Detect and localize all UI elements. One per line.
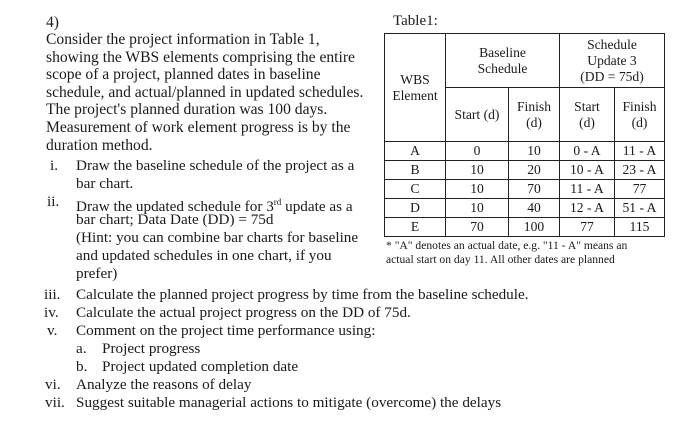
wbs-header: WBS Element (385, 34, 446, 142)
finish-cell: 40 (509, 199, 560, 218)
start-cell: 0 (446, 142, 509, 161)
question-body (46, 31, 363, 154)
baseline-header: Baseline Schedule (446, 34, 560, 88)
wbs-cell: D (385, 199, 446, 218)
item-marker: iv. (44, 304, 59, 321)
item-line: Suggest suitable managerial actions to mitigate (overcome) the delays (76, 394, 502, 411)
start-cell: 70 (446, 218, 509, 237)
item-marker: a. (76, 340, 87, 357)
item-line: bar chart. (76, 175, 134, 192)
finish-header: Finish (d) (509, 88, 560, 142)
schedule-table (384, 33, 665, 237)
start-cell: 10 (446, 161, 509, 180)
update-start-header: Start (d) (560, 88, 615, 142)
wbs-cell: A (385, 142, 446, 161)
start-cell: 10 (446, 180, 509, 199)
wbs-cell: B (385, 161, 446, 180)
update-finish-cell: 77 (615, 180, 665, 199)
item-marker: iii. (44, 286, 61, 303)
wbs-cell: E (385, 218, 446, 237)
update-finish-cell: 11 - A (615, 142, 665, 161)
update-start-cell: 12 - A (560, 199, 615, 218)
start-header: Start (d) (446, 88, 509, 142)
item-marker: b. (76, 358, 88, 375)
item-line: Comment on the project time performance using: (76, 322, 376, 339)
start-cell: 10 (446, 199, 509, 218)
item-line: Calculate the planned project progress by time from the baseline schedule. (76, 286, 529, 303)
table-row (385, 199, 665, 218)
item-line: Project progress (102, 340, 201, 357)
item-marker: vii. (45, 394, 65, 411)
finish-cell: 70 (509, 180, 560, 199)
update-start-cell: 77 (560, 218, 615, 237)
note-line: * "A" denotes an actual date, e.g. "11 - A" means an (386, 239, 628, 252)
item-line: prefer) (76, 265, 118, 282)
item-line: Calculate the actual project progress on the DD of 75d. (76, 304, 411, 321)
item-line: Draw the updated schedule for 3rd update as a (76, 197, 353, 216)
item-marker: vi. (45, 376, 61, 393)
item-marker: ii. (47, 193, 60, 210)
body-line: Measurement of work element progress is by the (46, 118, 351, 136)
table-caption: Table1: (393, 13, 438, 29)
update-start-cell: 11 - A (560, 180, 615, 199)
update-start-cell: 10 - A (560, 161, 615, 180)
item-line: Analyze the reasons of delay (76, 376, 252, 393)
question-number: 4) (46, 14, 59, 31)
table-note (386, 239, 627, 267)
table-row (385, 218, 665, 237)
update-finish-cell: 115 (615, 218, 665, 237)
item-marker: v. (47, 322, 58, 339)
update-finish-header: Finish (d) (615, 88, 665, 142)
body-line: scope of a project, planned dates in baseline (46, 66, 321, 84)
note-line: actual start on day 11. All other dates are planned (386, 253, 615, 266)
finish-cell: 100 (509, 218, 560, 237)
wbs-cell: C (385, 180, 446, 199)
update-finish-cell: 51 - A (615, 199, 665, 218)
body-line: schedule, and actual/planned in updated schedules. (46, 83, 364, 101)
table-row (385, 142, 665, 161)
finish-cell: 20 (509, 161, 560, 180)
body-line: Consider the project information in Table 1, (46, 31, 320, 48)
item-line: bar chart; Data Date (DD) = 75d (76, 211, 274, 228)
body-line: duration method. (46, 136, 153, 154)
item-line: (Hint: you can combine bar charts for baseline (76, 229, 359, 246)
item-line: Project updated completion date (102, 358, 299, 375)
finish-cell: 10 (509, 142, 560, 161)
table-row (385, 180, 665, 199)
item-line: Draw the baseline schedule of the project as a (76, 157, 355, 174)
body-line: The project's planned duration was 100 days. (46, 101, 328, 119)
body-line: showing the WBS elements comprising the entire (46, 48, 355, 66)
update-header: Schedule Update 3 (DD = 75d) (560, 34, 665, 88)
update-start-cell: 0 - A (560, 142, 615, 161)
table-row (385, 161, 665, 180)
update-finish-cell: 23 - A (615, 161, 665, 180)
item-line: and updated schedules in one chart, if you (76, 247, 332, 264)
item-marker: i. (50, 157, 59, 174)
